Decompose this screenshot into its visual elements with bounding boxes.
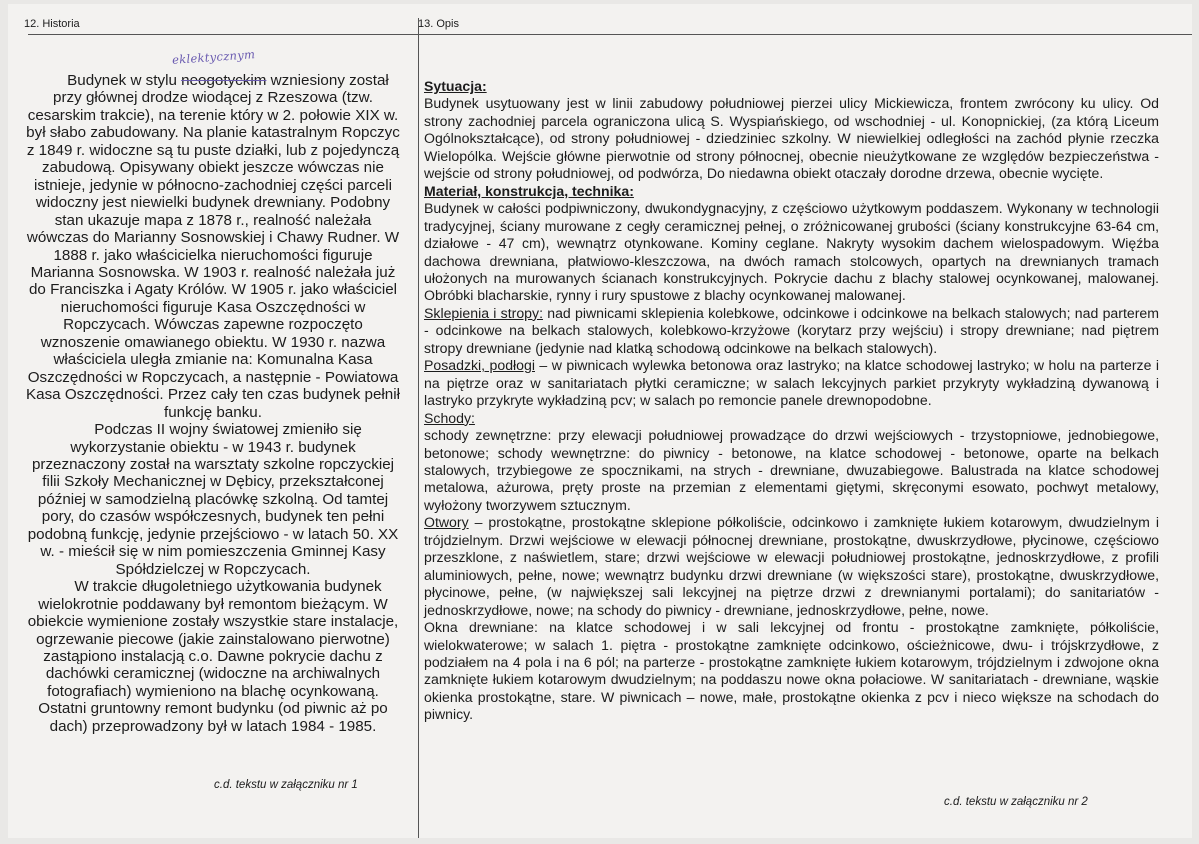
label-schody: Schody:	[424, 409, 475, 426]
label-sklepienia: Sklepienia i stropy:	[424, 304, 543, 321]
section-header-historia: 12. Historia	[24, 18, 80, 30]
otwory-text: – prostokątne, prostokątne sklepione półkoliście, odcinkowo i zamknięte łukiem kotarowym, dwudzielnym i trójdzielnym. Drzwi wejściowe w elewacji północnej drewniane, prostokątne, dwuskrzydłowe, płycinowe, częściowo przeszklone, z naświetlem, stare; drzwi wejściowe w elewacji południowej prostokątne, jednoskrzydłowe, z profili aluminiowych, pełne, nowe; wewnątrz budynku drzwi drewniane (w większości stare), prostokątne, dwuskrzydłowe, płycinowe, pełne, (w największej sali lekcyjnej na piętrze drzwi z drewnianymi portalami); do sanitariatów - jednoskrzydłowe, nowe; na schody do piwnicy - drewniane, jednoskrzydłowe, pełne, nowe.	[424, 514, 1159, 618]
material-text: Budynek w całości podpiwniczony, dwukondygnacyjny, z częściowo użytkowym poddaszem. Wykonany w technologii tradycyjnej, ściany murowane z cegły ceramicznej pełnej, o zróżnicowanej grubości (ściany konstrukcyjne 63-64 cm, działowe - 47 cm), wewnątrz otynkowane. Kominy ceglane. Nakryty wysokim dachem wielospadowym. Więźba dachowa drewniana, płatwiowo-kleszczowa, na dwóch ramach stolcowych, opartych na drewnianych tramach ułożonych na murowanych ścianach konstrukcyjnych. Pokrycie dachu z blachy stalowej ocynkowanej, malowanej. Obróbki blacharskie, rynny i rury spustowe z blachy ocynkowanej malowanej.	[424, 200, 1159, 304]
posadzki-paragraph	[424, 357, 1159, 409]
struck-word: neogotyckim	[181, 72, 267, 89]
history-paragraph-2: Podczas II wojny światowej zmieniło się wykorzystanie obiektu - w 1943 r. budynek przeznaczony został na warsztaty szkolne ropczyckiej filii Szkoły Mechanicznej w Dębicy, przekształconej później w samodzielną placówkę szkolną. Od tamtej pory, do czasów współczesnych, budynek ten pełni podobną funkcję, jedynie przejściowo - w latach 50. XX w. - mieścił się w nim pomieszczenia Gminnej Kasy Spółdzielczej w Ropczycach.	[27, 421, 399, 578]
description-column	[424, 78, 1159, 724]
schody-text: schody zewnętrzne: przy elewacji południowej prowadzące do drzwi wejściowych - trzystopniowe, jednobiegowe, betonowe; schody wewnętrzne: do piwnicy - betonowe, na klatce schodowej - betonowe, oparte na belkach stalowych, trzybiegowe ze spocznikami, na strych - drewniane, dwuzabiegowe. Balustrada na klatce schodowej metalowa, ażurowa, pręty proste na przemian z elementami giętymi, skręconymi esowato, pochwyt metalowy, wyłożony tworzywem sztucznym.	[424, 427, 1159, 513]
continued-note-right: c.d. tekstu w załączniku nr 2	[944, 796, 1088, 808]
continued-note-left: c.d. tekstu w załączniku nr 1	[214, 779, 358, 791]
header-rule	[28, 34, 1192, 35]
posadzki-text: – w piwnicach wylewka betonowa oraz lastryko; na klatce schodowej lastryko; w holu na parterze i na piętrze oraz w sanitariatach płytki ceramiczne; w salach lekcyjnych parkiet przykryty wykładziną dywanową i lastryko przykryte wykładziną pcv; w salach po remoncie panele drewnopodobne.	[424, 357, 1159, 409]
column-divider	[418, 18, 419, 838]
sklepienia-paragraph	[424, 305, 1159, 357]
label-posadzki: Posadzki, podłogi	[424, 357, 535, 374]
heading-sytuacja: Sytuacja:	[424, 78, 487, 94]
label-otwory: Otwory	[424, 514, 469, 531]
history-paragraph-1	[24, 72, 402, 421]
handwritten-correction: eklektycznym	[171, 47, 256, 67]
history-p1-rest: wzniesiony został przy głównej drodze wiodącej z Rzeszowa (tzw. cesarskim trakcie), na terenie który w 2. połowie XIX w. był słabo zabudowany. Na planie katastralnym Ropczyc z 1849 r. widoczne są tu puste działki, lub z pojedynczą zabudową. Opisywany obiekt jeszcze wówczas nie istnieje, jedynie w północno-zachodniej części parceli widoczny jest niewielki budynek drewniany. Podobny stan ukazuje mapa z 1878 r., realność należała wówczas do Marianny Sosnowskiej i Chawy Rudner. W 1888 r. jako właścicielka nieruchomości figuruje Marianna Sosnowska. W 1903 r. realność należała już do Franciszka i Agaty Królów. W 1905 r. jako właściciel nieruchomości figuruje Kasa Oszczędności w Ropczycach. Wówczas zapewne rozpoczęto wznoszenie omawianego obiektu. W 1930 r. nazwa właściciela uległa zmianie na: Komunalna Kasa Oszczędności w Ropczycach, a następnie - Powiatowa Kasa Oszczędności. Przez cały ten czas budynek pełnił funkcję banku.	[26, 72, 400, 421]
okna-text: Okna drewniane: na klatce schodowej i w sali lekcyjnej od frontu - prostokątne zamknięte, półkoliście, wielokwaterowe; w salach 1. piętra - prostokątne zamknięte odcinkowo, ościeżnicowe, dwu- i trójskrzydłowe, z podziałem na 4 pola i na 6 pól; na parterze - prostokątne zamknięte łukiem kotarowym, trójdzielnym i zdwojone okna zamknięte łukiem kotarowym dwudzielnym; na poddaszu nowe okna połaciowe. W sanitariatach - drewniane, wąskie okienka prostokątne, stare. W piwnicach – nowe, małe, prostokątne okienka z pcv i nieco większe na schodach do piwnicy.	[424, 619, 1159, 723]
history-paragraph-3: W trakcie długoletniego użytkowania budynek wielokrotnie poddawany był remontom bieżącym. W obiekcie wymienione zostały wszystkie stare instalacje, ogrzewanie piecowe (jakie zainstalowano pierwotne) zastąpiono instalacją c.o. Dawne pokrycie dachu z dachówki ceramicznej (widoczne na archiwalnych fotografiach) wymieniono na blachę ocynkowaną. Ostatni gruntowny remont budynku (od piwnic aż po dach) przeprowadzony był w latach 1984 - 1985.	[27, 578, 399, 735]
sytuacja-text: Budynek usytuowany jest w linii zabudowy południowej pierzei ulicy Mickiewicza, frontem zwrócony ku ulicy. Od strony zachodniej parcela ograniczona ulicą S. Wyspiańskiego, od wschodniej - ul. Konopnickiej, (za którą Liceum Ogólnokształcące), od strony południowej - dziedziniec szkolny. W niewielkiej odległości na zachód płynie rzeczka Wielopólka. Wejście główne pierwotnie od strony północnej, obecnie nieużytkowane ze względów bezpieczeństwa - wejście od strony południowej, od podwórza, Do niedawna obiekt otaczały dorodne drzewa, obecnie wycięte.	[424, 95, 1159, 182]
history-column	[24, 72, 402, 735]
heading-material: Materiał, konstrukcja, technika:	[424, 182, 634, 199]
section-header-opis: 13. Opis	[418, 18, 459, 30]
history-p1-prefix: Budynek w stylu	[67, 72, 182, 89]
sklepienia-text: nad piwnicami sklepienia kolebkowe, odcinkowe i odcinkowe na belkach stalowych; nad parterem - odcinkowe na belkach stalowych, kolebkowo-krzyżowe (korytarz przy wejściu) i stropy drewniane; nad piętrem stropy drewniane (jedynie nad klatką schodową odcinkowe na belkach stalowych).	[424, 304, 1159, 356]
otwory-paragraph	[424, 514, 1159, 619]
